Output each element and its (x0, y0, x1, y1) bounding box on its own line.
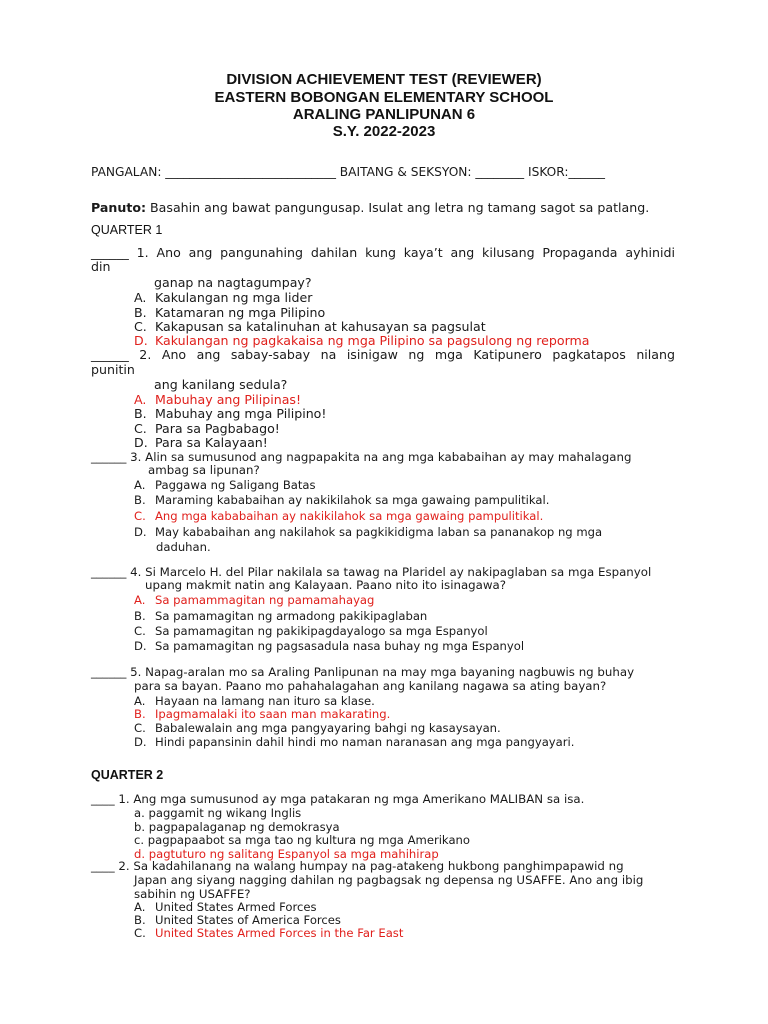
q1-1-choice-d-answer: D. Kakulangan ng pagkakaisa ng mga Pilipino sa pagsulong ng reporma (134, 333, 590, 348)
q1-5-stem-line1: ______ 5. Napag-aralan mo sa Araling Panlipunan na may mga bayaning nagbuwis ng buhay (91, 665, 635, 679)
q1-2-stem-line1: ______ 2. Ano ang sabay-sabay na isinigaw ng mga Katipunero pagkatapos nilang (91, 347, 675, 362)
q1-2-choice-b: B. Mabuhay ang mga Pilipino! (134, 406, 327, 421)
q2-1-choice-a: a. paggamit ng wikang Inglis (134, 806, 302, 820)
q1-2-choice-a-answer: A. Mabuhay ang Pilipinas! (134, 392, 302, 407)
q1-4-choice-c: C. Sa pamamagitan ng pakikipagdayalogo sa mga Espanyol (134, 624, 488, 638)
q2-1-choice-b: b. pagpapalaganap ng demokrasya (134, 820, 340, 834)
q1-4-stem-line2: upang makmit natin ang Kalayaan. Paano nito ito isinagawa? (145, 578, 507, 592)
q1-3-choice-c-answer: C. Ang mga kababaihan ay nakikilahok sa mga gawaing pampulitikal. (134, 509, 544, 523)
title-line-3: ARALING PANLIPUNAN 6 (292, 106, 476, 123)
q2-1-choice-d-answer: d. pagtuturo ng salitang Espanyol sa mga mahihirap (134, 847, 439, 861)
title-line-4: S.Y. 2022-2023 (332, 123, 436, 140)
q1-5-choice-a: A. Hayaan na lamang nan ituro sa klase. (134, 694, 375, 708)
q1-3-choice-b: B. Maraming kababaihan ay nakikilahok sa mga gawaing pampulitikal. (134, 493, 550, 507)
q2-1-choice-c: c. pagpapaabot sa mga tao ng kultura ng mga Amerikano (134, 833, 470, 847)
instructions (91, 202, 649, 215)
q1-3-choice-a: A. Paggawa ng Saligang Batas (134, 478, 316, 492)
q1-3-choice-d-cont: daduhan. (156, 540, 211, 554)
instructions-label: Panuto: (91, 200, 147, 215)
q1-2-stem-line2: punitin (91, 362, 135, 377)
q1-1-stem-line3: ganap na nagtagumpay? (154, 275, 312, 290)
q1-3-choice-d: D. May kababaihan ang nakilahok sa pagkikidigma laban sa pananakop ng mga (134, 525, 603, 539)
q1-5-choice-c: C. Babalewalain ang mga pangyayaring bahgi ng kasaysayan. (134, 721, 501, 735)
q1-5-choice-d: D. Hindi papansinin dahil hindi mo naman naranasan ang mga pangyayari. (134, 735, 575, 749)
title-line-2: EASTERN BOBONGAN ELEMENTARY SCHOOL (214, 89, 554, 106)
student-info-line: PANGALAN: ____________________________ BAITANG & SEKSYON: ________ ISKOR:______ (91, 165, 606, 179)
q1-2-choice-c: C. Para sa Pagbabago! (134, 421, 280, 436)
q1-1-choice-a: A. Kakulangan ng mga lider (134, 290, 313, 305)
q1-5-choice-b-answer: B. Ipagmamalaki ito saan man makarating. (134, 707, 391, 721)
q1-1-choice-c: C. Kakapusan sa katalinuhan at kahusayan sa pagsulat (134, 319, 486, 334)
q1-2-stem-line3: ang kanilang sedula? (154, 377, 288, 392)
q1-4-stem-line1: ______ 4. Si Marcelo H. del Pilar nakilala sa tawag na Plaridel ay nakipaglaban sa mga Espanyol (91, 565, 652, 579)
title-line-1: DIVISION ACHIEVEMENT TEST (REVIEWER) (226, 71, 542, 88)
instructions-text: Basahin ang bawat pangungusap. Isulat ang letra ng tamang sagot sa patlang. (146, 200, 650, 215)
q1-1-stem-line2: din (91, 259, 111, 274)
q1-4-choice-d: D. Sa pamamagitan ng pagsasadula nasa buhay ng mga Espanyol (134, 639, 525, 653)
q1-4-choice-a-answer: A. Sa pamammagitan ng pamamahayag (134, 593, 375, 607)
q2-2-stem-line2: Japan ang siyang nagging dahilan ng pagbagsak ng depensa ng USAFFE. Ano ang ibig (134, 873, 644, 887)
q1-5-stem-line2: para sa bayan. Paano mo pahahalagahan ang kanilang nagawa sa ating bayan? (134, 679, 607, 693)
q1-1-choice-b: B. Katamaran ng mga Pilipino (134, 305, 326, 320)
q1-4-choice-b: B. Sa pamamagitan ng armadong pakikipaglaban (134, 609, 428, 623)
q2-2-choice-a: A. United States Armed Forces (134, 900, 317, 914)
q1-3-stem-line1: ______ 3. Alin sa sumusunod ang nagpapakita na ang mga kababaihan ay may mahalagang (91, 450, 632, 464)
q1-2-choice-d: D. Para sa Kalayaan! (134, 435, 268, 450)
q2-2-choice-c: C. United States Armed Forces in the Far East (134, 926, 404, 940)
q1-3-stem-line2: ambag sa lipunan? (148, 463, 260, 477)
q2-2-choice-b: B. United States of America Forces (134, 913, 341, 927)
quarter-2-heading: QUARTER 2 (91, 768, 164, 782)
q2-2-stem-line3: sabihin ng USAFFE? (134, 887, 251, 901)
q2-1-stem: ____ 1. Ang mga sumusunod ay mga patakaran ng mga Amerikano MALIBAN sa isa. (91, 792, 585, 806)
quarter-1-heading: QUARTER 1 (91, 223, 163, 237)
q2-2-stem-line1: ____ 2. Sa kadahilanang na walang humpay na pag-atakeng hukbong panghimpapawid ng (91, 859, 624, 873)
q1-1-stem-line1: ______ 1. Ano ang pangunahing dahilan kung kaya’t ang kilusang Propaganda ayhinidi (91, 245, 675, 260)
